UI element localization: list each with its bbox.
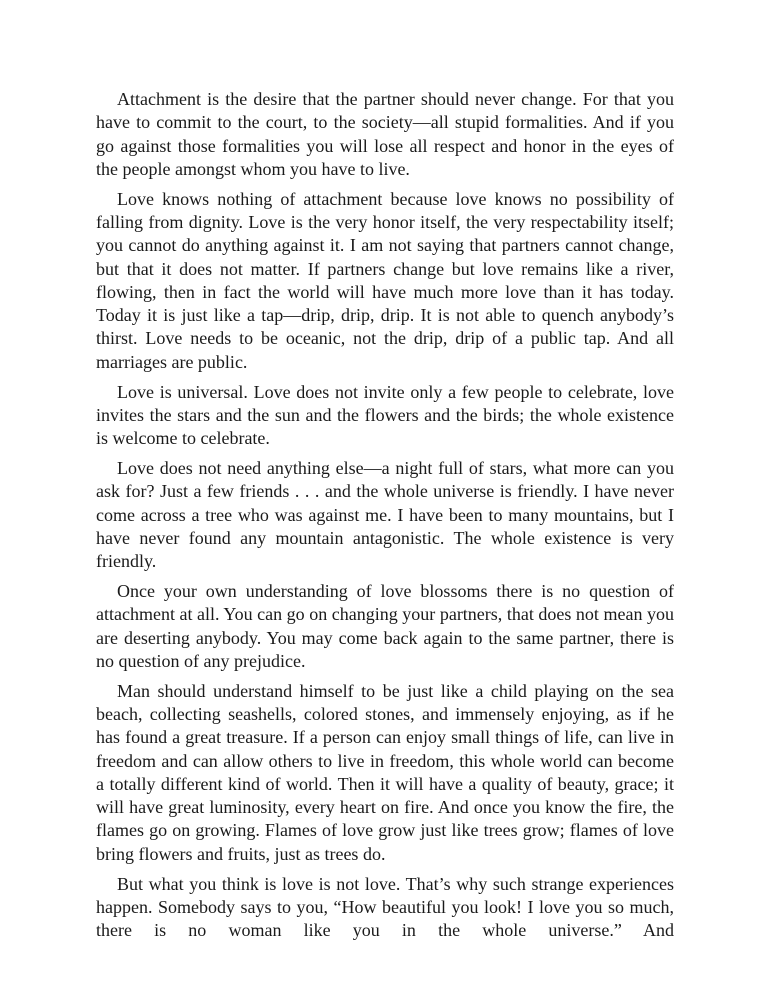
paragraph-continued: But what you think is love is not love. That’s why such strange experiences happen. Somebody says to you, “How beautiful you look! I love you so much, there is no woman like you in the whole universe.” And [96,873,674,941]
paragraph: Love knows nothing of attachment because love knows no possibility of falling from dignity. Love is the very honor itself, the very respectability itself; you cannot do anything against it. I am not saying that partners cannot change, but that it does not matter. If partners change but love remains like a river, flowing, then in fact the world will have much more love than it has today. Today it is just like a tap—drip, drip, drip. It is not able to quench anybody’s thirst. Love needs to be oceanic, not the drip, drip of a public tap. And all marriages are public. [96,188,674,372]
paragraph: Love is universal. Love does not invite only a few people to celebrate, love invites the stars and the sun and the flowers and the birds; the whole existence is welcome to celebrate. [96,381,674,449]
paragraph: Attachment is the desire that the partner should never change. For that you have to commit to the court, to the society—all stupid formalities. And if you go against those formalities you will lose all respect and honor in the eyes of the people amongst whom you have to live. [96,89,674,179]
paragraph: Love does not need anything else—a night full of stars, what more can you ask for? Just a few friends . . . and the whole universe is friendly. I have never come across a tree who was against me. I have been to many mountains, but I have never found any mountain antagonistic. The whole existence is very friendly. [96,457,674,572]
paragraph: Once your own understanding of love blossoms there is no question of attachment at all. You can go on changing your partners, that does not mean you are deserting anybody. You may come back again to the same partner, there is no question of any prejudice. [96,580,674,671]
paragraph: Man should understand himself to be just like a child playing on the sea beach, collecting seashells, colored stones, and immensely enjoying, as if he has found a great treasure. If a person can enjoy small things of life, can live in freedom and can allow others to live in freedom, this whole world can become a totally different kind of world. Then it will have a quality of beauty, grace; it will have great luminosity, every heart on fire. And once you know the fire, the flames go on growing. Flames of love grow just like trees grow; flames of love bring flowers and fruits, just as trees do. [96,680,674,864]
